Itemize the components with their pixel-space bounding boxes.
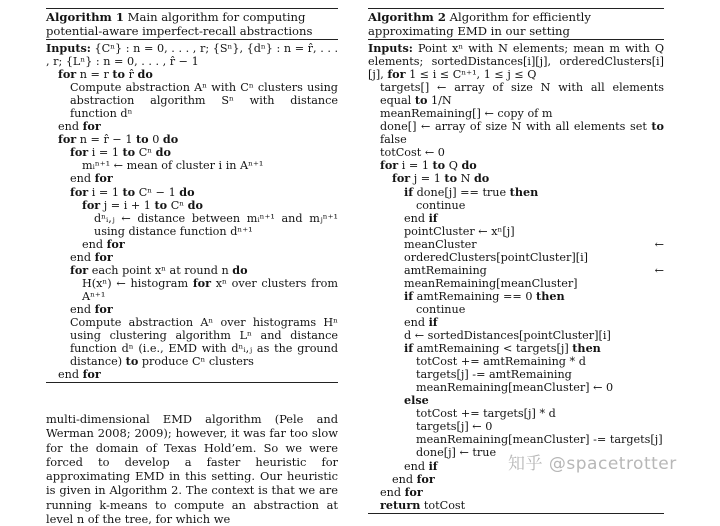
algorithm-1-line: dⁿᵢ,ⱼ ← distance between mᵢⁿ⁺¹ and mⱼⁿ⁺¹ using distance function dⁿ⁺¹ — [94, 211, 338, 238]
title-rule — [46, 39, 338, 40]
algorithm-2-line: return totCost — [380, 497, 466, 512]
algorithm-1-line: for j = i + 1 to Cⁿ do — [82, 197, 203, 212]
algorithm-2-line: else — [404, 393, 429, 408]
algorithm-2-line: pointCluster ← xⁿ[j] — [404, 224, 515, 238]
algorithm-2-line: for j = 1 to N do — [392, 171, 490, 186]
body-paragraph: multi-dimensional EMD algorithm (Pele and Werman 2008; 2009); however, it was far too slow for the domain of Texas Hold’em. So we were forced to develop a faster heuristic for approximating EMD in this setting. Our heuristic is given in Algorithm 2. The context is that we are running k-means to compute an abstraction at level n of the tree, for which we — [46, 412, 338, 526]
title-rule — [368, 39, 664, 40]
algorithm-2-line: targets[j] -= amtRemaining — [416, 368, 572, 382]
algorithm-1-line: end for — [70, 301, 113, 316]
algorithm-1-line: for each point xⁿ at round n do — [70, 262, 248, 277]
algorithm-2-line: meanCluster ← orderedClusters[pointCluster][i] — [404, 237, 664, 264]
bottom-rule — [368, 513, 664, 514]
algorithm-2-line: targets[] ← array of size N with all elements equal to 1/N — [380, 81, 664, 108]
bottom-rule — [46, 382, 338, 383]
algorithm-2-line: targets[j] ← 0 — [416, 420, 493, 434]
algorithm-1-line: for n = r̂ − 1 to 0 do — [58, 132, 179, 147]
algorithm-1-line: end for — [70, 171, 113, 186]
algorithm-2-box — [368, 8, 664, 514]
algorithm-2-line: end if — [404, 458, 438, 473]
zhihu-watermark: 知乎 @spacetrotter — [508, 454, 677, 474]
algorithm-1-line: end for — [58, 119, 101, 134]
algorithm-2-line: done[] ← array of size N with all elements set to false — [380, 119, 665, 147]
algorithm-2-line: end if — [404, 314, 438, 329]
algorithm-2-line: end if — [404, 210, 438, 225]
algorithm-1-line: for n = r to r̂ do — [58, 67, 153, 82]
algorithm-1-line: Inputs: {Cⁿ} : n = 0, . . . , r; {Sⁿ}, {dⁿ} : n = r̂, . . . , r; {Lⁿ} : n = 0, . . . , r̂ − 1 — [46, 41, 339, 69]
algorithm-1-caption: Main algorithm for computing potential-aware imperfect-recall abstractions — [46, 10, 313, 38]
algorithm-2-line: done[j] ← true — [416, 446, 497, 460]
algorithm-2-line: d ← sortedDistances[pointCluster][i] — [404, 329, 611, 343]
algorithm-2-line: if amtRemaining == 0 then — [404, 288, 565, 303]
algorithm-1-line: H(xⁿ) ← histogram for xⁿ over clusters from Aⁿ⁺¹ — [82, 275, 339, 303]
algorithm-1-line: end for — [82, 236, 125, 251]
algorithm-1-line: mᵢⁿ⁺¹ ← mean of cluster i in Aⁿ⁺¹ — [82, 159, 264, 173]
algorithm-2-line: continue — [416, 198, 466, 212]
algorithm-1-line: end for — [58, 367, 101, 382]
algorithm-1-label: Algorithm 1 — [46, 10, 124, 24]
algorithm-2-line: end for — [392, 471, 435, 486]
algorithm-1-lines — [46, 42, 338, 381]
algorithm-2-line: meanRemaining[meanCluster] -= targets[j] — [416, 433, 663, 447]
algorithm-2-title — [368, 9, 664, 38]
algorithm-1-line: for i = 1 to Cⁿ − 1 do — [70, 184, 195, 199]
algorithm-2-line: totCost += amtRemaining * d — [416, 355, 586, 369]
algorithm-2-lines — [368, 42, 664, 512]
algorithm-1-line: end for — [70, 249, 113, 264]
algorithm-2-line: totCost ← 0 — [380, 146, 445, 160]
algorithm-1-line: Compute abstraction Aⁿ with Cⁿ clusters using abstraction algorithm Sⁿ with distance function dⁿ — [70, 81, 339, 121]
algorithm-2-caption: Algorithm for efficiently approximating EMD in our setting — [368, 10, 591, 38]
algorithm-2-line: Inputs: Point xⁿ with N elements; mean m with Q elements; sortedDistances[i][j], orderedClusters[i][j], for 1 ≤ i ≤ Cⁿ⁺¹, 1 ≤ j ≤ Q — [368, 41, 664, 82]
algorithm-2-line: if done[j] == true then — [404, 184, 539, 199]
algorithm-1-line: Compute abstraction Aⁿ over histograms Hⁿ using clustering algorithm Lⁿ and distance function dⁿ (i.e., EMD with dⁿᵢ,ⱼ as the ground distance) to produce Cⁿ clusters — [70, 315, 339, 369]
algorithm-2-line: meanRemaining[] ← copy of m — [380, 107, 553, 121]
algorithm-2-line: for i = 1 to Q do — [380, 158, 477, 173]
algorithm-2-line: continue — [416, 302, 466, 316]
algorithm-2-line: amtRemaining ← meanRemaining[meanCluster] — [404, 263, 664, 290]
algorithm-2-label: Algorithm 2 — [368, 10, 446, 24]
algorithm-2-line: end for — [380, 484, 423, 499]
algorithm-2-line: meanRemaining[meanCluster] ← 0 — [416, 381, 614, 395]
algorithm-2-line: totCost += targets[j] * d — [416, 407, 556, 421]
algorithm-1-box — [46, 8, 338, 383]
algorithm-1-title — [46, 9, 338, 38]
algorithm-1-line: for i = 1 to Cⁿ do — [70, 145, 171, 160]
algorithm-2-line: if amtRemaining < targets[j] then — [404, 341, 601, 356]
